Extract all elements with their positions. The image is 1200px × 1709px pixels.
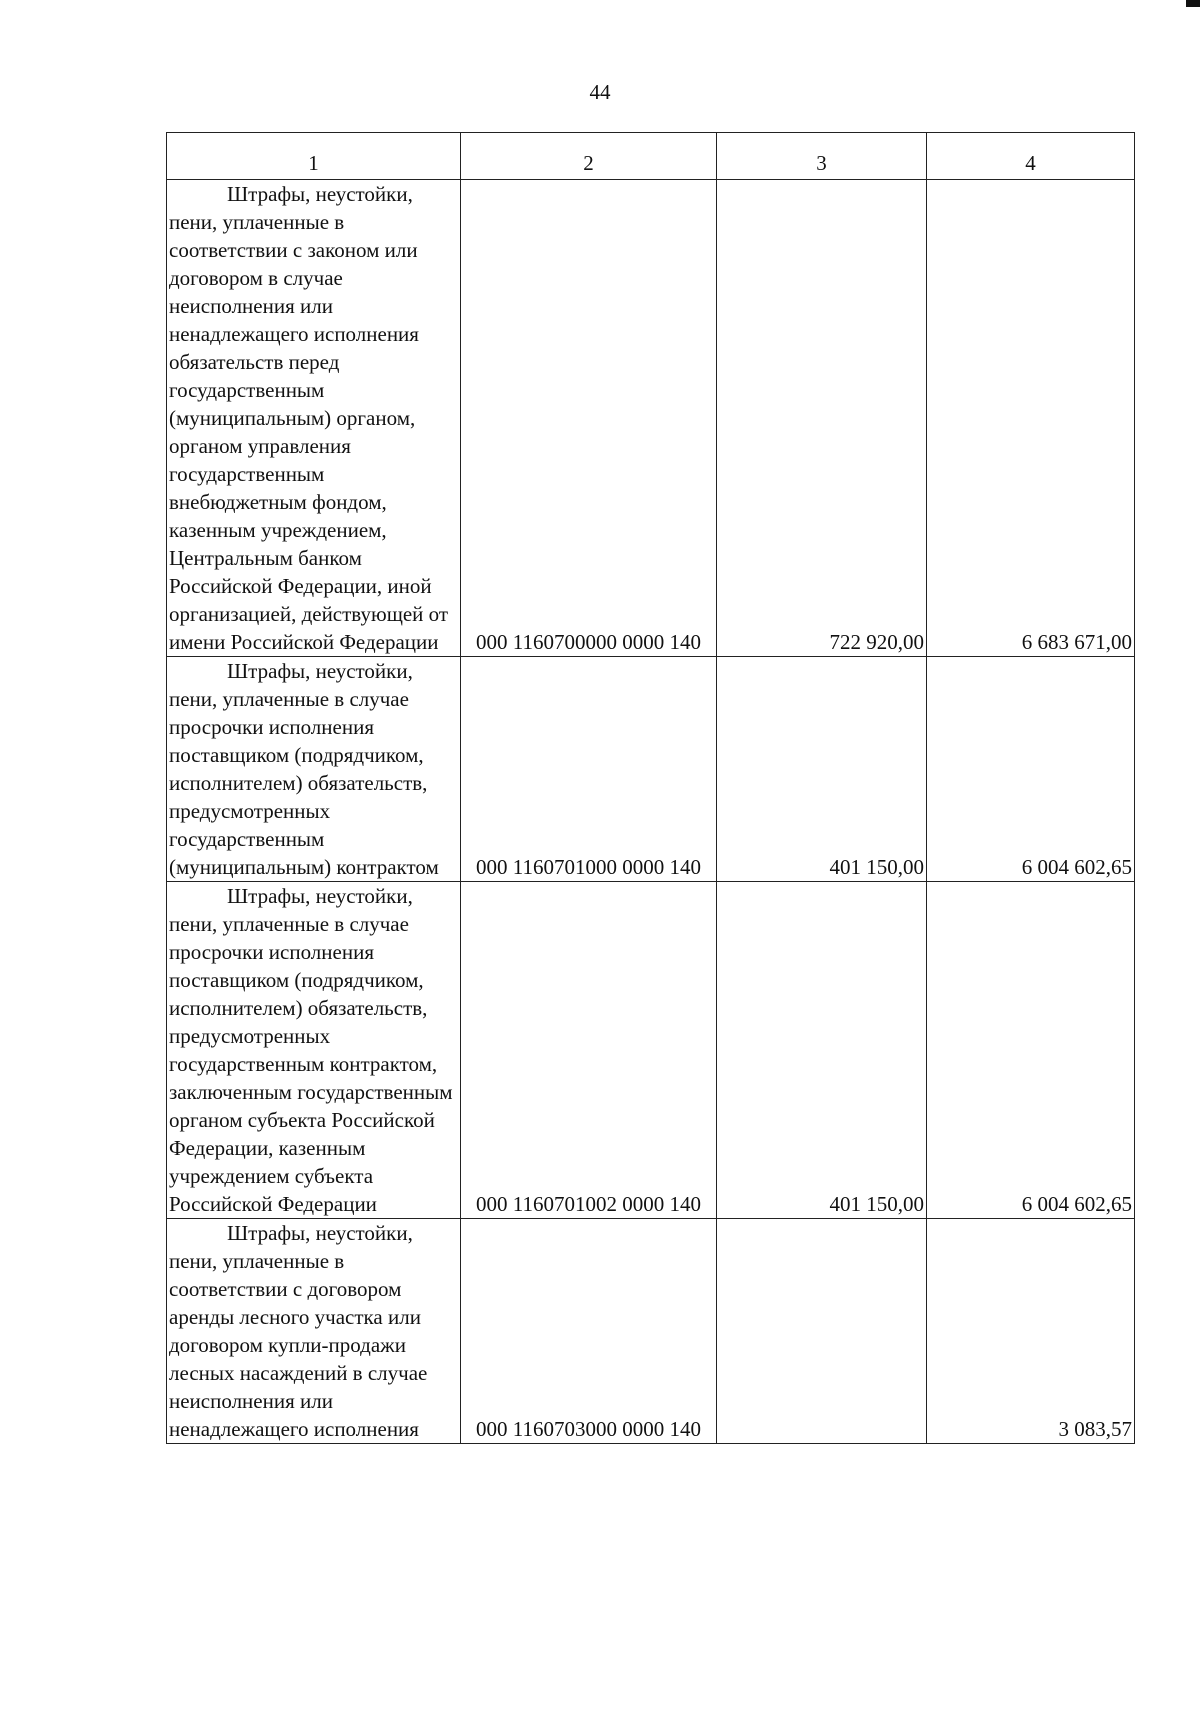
header-col-3: 3 [717, 133, 927, 180]
table-row [167, 882, 1135, 1219]
row-name-first-line: Штрафы, неустойки, [227, 1221, 413, 1245]
header-col-1: 1 [167, 133, 461, 180]
row-name-first-line: Штрафы, неустойки, [227, 182, 413, 206]
scan-corner-mark [1186, 0, 1200, 7]
revenue-table [166, 132, 1135, 1444]
row-code: 000 1160701002 0000 140 [461, 882, 717, 1219]
table-row [167, 180, 1135, 657]
row-code: 000 1160700000 0000 140 [461, 180, 717, 657]
row-col4-value: 3 083,57 [927, 1219, 1135, 1444]
header-col-4: 4 [927, 133, 1135, 180]
row-name [167, 657, 461, 882]
row-col4-value: 6 004 602,65 [927, 882, 1135, 1219]
row-col3-value: 401 150,00 [717, 657, 927, 882]
row-name-rest: пени, уплаченные в соответствии с законом или договором в случае неисполнения или ненадлежащего исполнения обязательств перед государственным (муниципальным) органом, органом управления государственным внебюджетным фондом, казенным учреждением, Центральным банком Российской Федерации, иной организацией, действующей от имени Российской Федерации [169, 210, 449, 654]
row-col3-value: 401 150,00 [717, 882, 927, 1219]
row-name-rest: пени, уплаченные в случае просрочки исполнения поставщиком (подрядчиком, исполнителем) обязательств, предусмотренных государственным контрактом, заключенным государственным органом субъекта Российской Федерации, казенным учреждением субъекта Российской Федерации [169, 912, 453, 1216]
header-row [167, 133, 1135, 180]
row-col4-value: 6 004 602,65 [927, 657, 1135, 882]
page-number: 44 [589, 80, 611, 104]
row-col3-value: 722 920,00 [717, 180, 927, 657]
row-name-first-line: Штрафы, неустойки, [227, 884, 413, 908]
row-name-rest: пени, уплаченные в случае просрочки исполнения поставщиком (подрядчиком, исполнителем) обязательств, предусмотренных государственным (муниципальным) контрактом [169, 687, 439, 879]
row-name-first-line: Штрафы, неустойки, [227, 659, 413, 683]
row-code: 000 1160701000 0000 140 [461, 657, 717, 882]
row-code: 000 1160703000 0000 140 [461, 1219, 717, 1444]
row-name [167, 180, 461, 657]
row-col4-value: 6 683 671,00 [927, 180, 1135, 657]
row-name-rest: пени, уплаченные в соответствии с договором аренды лесного участка или договором купли-продажи лесных насаждений в случае неисполнения или ненадлежащего исполнения [169, 1249, 428, 1441]
header-col-2: 2 [461, 133, 717, 180]
row-name [167, 882, 461, 1219]
row-col3-value [717, 1219, 927, 1444]
table-row [167, 1219, 1135, 1444]
row-name [167, 1219, 461, 1444]
table-row [167, 657, 1135, 882]
